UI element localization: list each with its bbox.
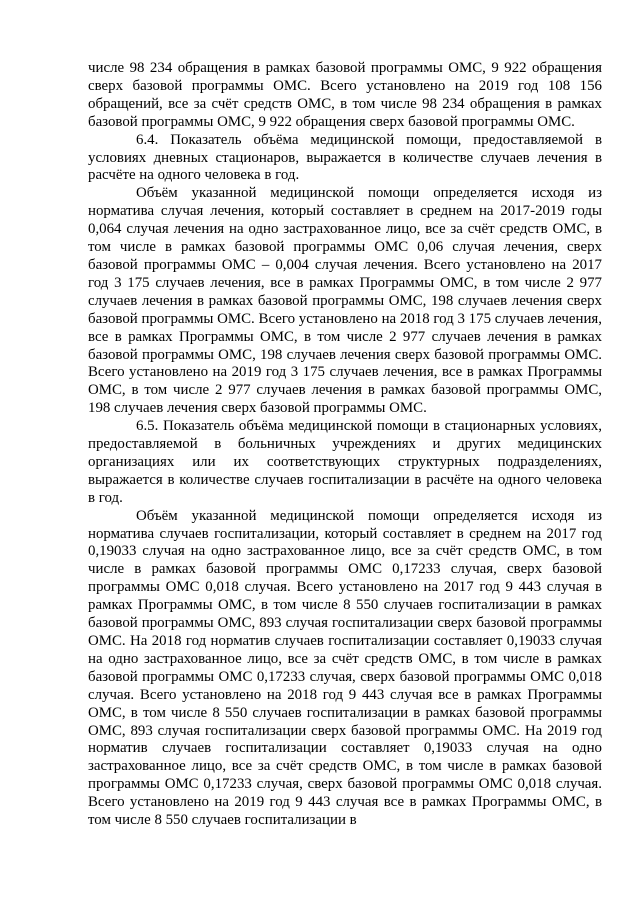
paragraph-day-hospital-volume: Объём указанной медицинской помощи определяется исходя из норматива случая лечения, который составляет в среднем на 2017-2019 годы 0,064 случая лечения на одно застрахованное лицо, все за счёт средств ОМС, в том числе в рамках базовой программы ОМС 0,06 случая лечения, сверх базовой программы ОМС – 0,004 случая лечения. Всего установлено на 2017 год 3 175 случаев лечения, все в рамках Программы ОМС, в том числе 2 977 случаев лечения в рамках базовой программы ОМС, 198 случаев лечения сверх базовой программы ОМС. Всего установлено на 2018 год 3 175 случаев лечения, все в рамках Программы ОМС, в том числе 2 977 случаев лечения в рамках базовой программы ОМС, 198 случаев лечения сверх базовой программы ОМС. Всего установлено на 2019 год 3 175 случаев лечения, все в рамках Программы ОМС, в том числе 2 977 случаев лечения в рамках базовой программы ОМС, 198 случаев лечения сверх базовой программы ОМС. (88, 185, 602, 417)
paragraph-continued: числе 98 234 обращения в рамках базовой программы ОМС, 9 922 обращения сверх базовой программы ОМС. Всего установлено на 2019 год 108 156 обращений, все за счёт средств ОМС, в том числе 98 234 обращения в рамках базовой программы ОМС, 9 922 обращения сверх базовой программы ОМС. (88, 60, 602, 130)
document-page (88, 60, 602, 830)
paragraph-hospitalization-volume: Объём указанной медицинской помощи определяется исходя из норматива случаев госпитализации, который составляет в среднем на 2017 год 0,19033 случая на одно застрахованное лицо, все за счёт средств ОМС, в том числе в рамках базовой программы ОМС 0,17233 случая, сверх базовой программы ОМС 0,018 случая. Всего установлено на 2017 год 9 443 случая в рамках Программы ОМС, в том числе 8 550 случаев госпитализации в рамках базовой программы ОМС, 893 случая госпитализации сверх базовой программы ОМС. На 2018 год норматив случаев госпитализации составляет 0,19033 случая на одно застрахованное лицо, все за счёт средств ОМС, в том числе в рамках базовой программы ОМС 0,17233 случая, сверх базовой программы ОМС 0,018 случая. Всего установлено на 2018 год 9 443 случая все в рамках Программы ОМС, в том числе 8 550 случаев госпитализации в рамках базовой программы ОМС, 893 случая госпитализации сверх базовой программы ОМС. На 2019 год норматив случаев госпитализации составляет 0,19033 случая на одно застрахованное лицо, все за счёт средств ОМС, в том числе в рамках базовой программы ОМС 0,17233 случая, сверх базовой программы ОМС 0,018 случая. Всего установлено на 2019 год 9 443 случая все в рамках Программы ОМС, в том числе 8 550 случаев госпитализации в (88, 507, 602, 829)
paragraph-6-5: 6.5. Показатель объёма медицинской помощи в стационарных условиях, предоставляемой в больничных учреждениях и других медицинских организациях или их соответствующих структурных подразделениях, выражается в количестве случаев госпитализации в расчёте на одного человека в год. (88, 418, 602, 506)
paragraph-6-4: 6.4. Показатель объёма медицинской помощи, предоставляемой в условиях дневных стационаров, выражается в количестве случаев лечения в расчёте на одного человека в год. (88, 131, 602, 184)
